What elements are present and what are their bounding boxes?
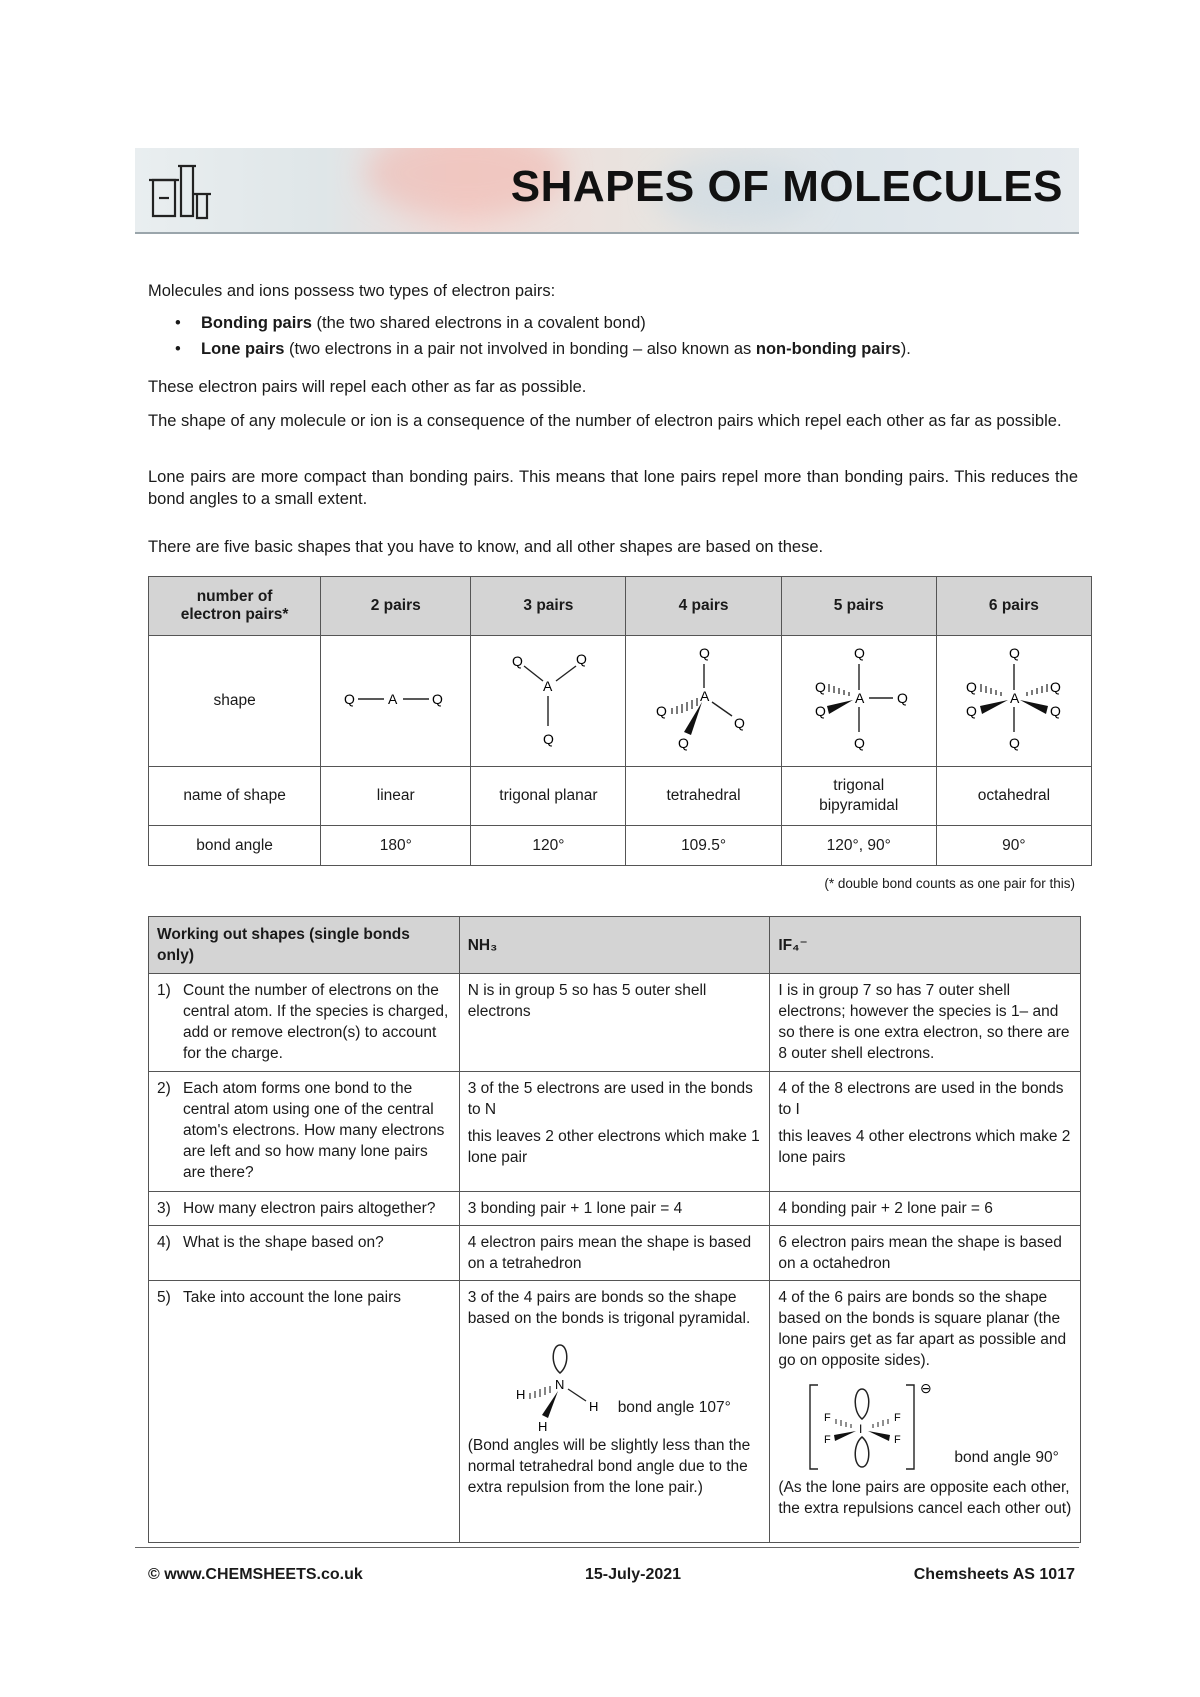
basic-shapes-table bbox=[148, 576, 1092, 866]
tetrahedral-diagram bbox=[626, 636, 781, 767]
step-text: How many electron pairs altogether? bbox=[183, 1200, 436, 1217]
if4-step-5b: (As the lone pairs are opposite each other, the extra repulsions cancel each other out) bbox=[778, 1479, 1072, 1517]
header-2-pairs: 2 pairs bbox=[321, 577, 471, 636]
shape-name-octahedral: octahedral bbox=[936, 767, 1091, 826]
page-title: SHAPES OF MOLECULES bbox=[510, 162, 1063, 211]
charge-symbol: ⊖ bbox=[920, 1380, 933, 1396]
table-row bbox=[149, 974, 1081, 1072]
ligand-label: Q bbox=[1008, 735, 1020, 751]
ligand-label: Q bbox=[965, 679, 977, 695]
list-item: • Lone pairs (two electrons in a pair not involved in bonding – also known as non-bonding pairs). bbox=[175, 336, 911, 362]
lone-pair-lobe bbox=[553, 1345, 567, 1373]
atom-label: H bbox=[537, 1419, 548, 1434]
ligand-label: Q bbox=[733, 715, 745, 731]
trigonal-planar-diagram bbox=[471, 636, 626, 767]
nh3-step-5a: 3 of the 4 pairs are bonds so the shape based on the bonds is trigonal pyramidal. bbox=[467, 1289, 751, 1327]
step-text: Take into account the lone pairs bbox=[183, 1289, 401, 1306]
step-text: What is the shape based on? bbox=[183, 1234, 384, 1251]
header-nh3: NH₃ bbox=[459, 917, 770, 974]
lone-pair-lobe-bottom bbox=[856, 1437, 870, 1467]
header-5-pairs: 5 pairs bbox=[781, 577, 936, 636]
paragraph-repel: These electron pairs will repel each other as far as possible. bbox=[148, 378, 587, 396]
linear-diagram bbox=[321, 636, 471, 767]
ligand-label: Q bbox=[1049, 679, 1061, 695]
header-electron-pairs: number of electron pairs* bbox=[149, 577, 321, 636]
ligand-label: Q bbox=[1049, 703, 1061, 719]
step-text: Each atom forms one bond to the central atom using one of the central atom's electrons. How many electrons are left and so how many lone pairs are there? bbox=[183, 1080, 445, 1181]
header-if4: IF₄⁻ bbox=[770, 917, 1081, 974]
nh3-step-4: 4 electron pairs mean the shape is based on a tetrahedron bbox=[459, 1226, 770, 1281]
atom-label: F bbox=[824, 1434, 832, 1446]
shape-name-tetrahedral: tetrahedral bbox=[626, 767, 781, 826]
step-text: Count the number of electrons on the central atom. If the species is charged, add or remove electron(s) to account for the charge. bbox=[183, 982, 449, 1062]
atom-label: F bbox=[894, 1412, 902, 1424]
ligand-label: Q bbox=[965, 703, 977, 719]
row-label-name: name of shape bbox=[149, 767, 321, 826]
row-label-bond-angle: bond angle bbox=[149, 826, 321, 866]
table-row bbox=[149, 1281, 1081, 1543]
title-banner bbox=[135, 148, 1079, 234]
atom-label: H bbox=[588, 1399, 599, 1414]
nh3-step-5b: (Bond angles will be slightly less than the normal tetrahedral bond angle due to the extra repulsion from the lone pair.) bbox=[467, 1437, 751, 1496]
ligand-label: Q bbox=[896, 690, 908, 706]
bond-angle-octahedral: 90° bbox=[936, 826, 1091, 866]
table-row bbox=[149, 1072, 1081, 1192]
table-row bbox=[149, 1226, 1081, 1281]
nh3-step-1: N is in group 5 so has 5 outer shell electrons bbox=[459, 974, 770, 1072]
if4-bond-angle: bond angle 90° bbox=[954, 1449, 1059, 1466]
intro-lead: Molecules and ions possess two types of electron pairs: bbox=[148, 282, 556, 300]
ligand-label: Q bbox=[677, 735, 689, 751]
ligand-label: Q bbox=[431, 690, 443, 707]
footer-code: Chemsheets AS 1017 bbox=[913, 1566, 1075, 1583]
step-number: 1) bbox=[157, 982, 171, 999]
central-atom-label: A bbox=[387, 690, 398, 707]
paragraph-lone-pairs: Lone pairs are more compact than bonding pairs. This means that lone pairs repel more than bonding pairs. This reduces the bond angles to a small extent. bbox=[148, 468, 1078, 508]
table-row bbox=[149, 1192, 1081, 1226]
nh3-structure bbox=[468, 1335, 762, 1435]
nh3-bond-angle: bond angle 107° bbox=[617, 1399, 731, 1416]
bond-angle-linear: 180° bbox=[321, 826, 471, 866]
shape-name-trigonal-planar: trigonal planar bbox=[471, 767, 626, 826]
atom-label: H bbox=[515, 1387, 526, 1402]
step-number: 5) bbox=[157, 1289, 171, 1306]
nh3-step-2a: 3 of the 5 electrons are used in the bonds to N bbox=[467, 1080, 753, 1118]
row-label-shape: shape bbox=[149, 636, 321, 767]
ligand-label: Q bbox=[543, 731, 555, 747]
step-number: 3) bbox=[157, 1200, 171, 1217]
footer-date: 15-July-2021 bbox=[585, 1566, 682, 1583]
if4-step-4: 6 electron pairs mean the shape is based on a octahedron bbox=[770, 1226, 1081, 1281]
step-number: 2) bbox=[157, 1080, 171, 1097]
ligand-label: Q bbox=[655, 703, 667, 719]
central-atom-label: A bbox=[1009, 690, 1020, 706]
ligand-label: Q bbox=[853, 645, 865, 661]
if4-structure bbox=[778, 1377, 1072, 1477]
header-3-pairs: 3 pairs bbox=[471, 577, 626, 636]
bond-angle-tetrahedral: 109.5° bbox=[626, 826, 781, 866]
ligand-label: Q bbox=[814, 703, 826, 719]
central-atom-label: A bbox=[699, 688, 709, 704]
electron-pair-types-list bbox=[175, 310, 911, 362]
if4-step-2b: this leaves 4 other electrons which make 2 lone pairs bbox=[778, 1128, 1071, 1166]
atom-label: F bbox=[894, 1434, 902, 1446]
header-4-pairs: 4 pairs bbox=[626, 577, 781, 636]
shape-name-linear: linear bbox=[321, 767, 471, 826]
atom-label: N bbox=[554, 1377, 565, 1392]
ligand-label: Q bbox=[343, 690, 355, 707]
ligand-label: Q bbox=[853, 735, 865, 751]
glassware-logo-icon bbox=[145, 158, 215, 222]
footer-website: © www.CHEMSHEETS.co.uk bbox=[148, 1566, 363, 1583]
header-6-pairs: 6 pairs bbox=[936, 577, 1091, 636]
ligand-label: Q bbox=[1008, 645, 1020, 661]
nh3-step-2b: this leaves 2 other electrons which make 1 lone pair bbox=[467, 1128, 760, 1166]
ligand-label: Q bbox=[512, 653, 524, 669]
footer-divider bbox=[135, 1547, 1079, 1548]
if4-step-5a: 4 of the 6 pairs are bonds so the shape based on the bonds is square planar (the lone pairs get as far apart as possible and go on opposite sides). bbox=[778, 1289, 1067, 1369]
bond-angle-trigonal-bipyramidal: 120°, 90° bbox=[781, 826, 936, 866]
list-item: • Bonding pairs (the two shared electrons in a covalent bond) bbox=[175, 310, 911, 336]
double-bond-note: (* double bond counts as one pair for this) bbox=[824, 876, 1075, 891]
nh3-step-3: 3 bonding pair + 1 lone pair = 4 bbox=[459, 1192, 770, 1226]
working-out-shapes-table bbox=[148, 916, 1081, 1543]
central-atom-label: A bbox=[543, 678, 553, 694]
paragraph-shape: The shape of any molecule or ion is a consequence of the number of electron pairs which repel each other as far as possible. bbox=[148, 412, 1062, 430]
paragraph-five-shapes: There are five basic shapes that you have to know, and all other shapes are based on these. bbox=[148, 538, 824, 556]
central-atom-label: A bbox=[854, 690, 865, 706]
if4-step-3: 4 bonding pair + 2 lone pair = 6 bbox=[770, 1192, 1081, 1226]
step-number: 4) bbox=[157, 1234, 171, 1251]
trigonal-bipyramidal-diagram bbox=[781, 636, 936, 767]
ligand-label: Q bbox=[698, 645, 710, 661]
lone-pair-lobe-top bbox=[856, 1389, 870, 1419]
if4-step-2a: 4 of the 8 electrons are used in the bonds to I bbox=[778, 1080, 1064, 1118]
header-working-out: Working out shapes (single bonds only) bbox=[149, 917, 460, 974]
if4-step-1: I is in group 7 so has 7 outer shell electrons; however the species is 1– and so there is one extra electron, so there are 8 outer shell electrons. bbox=[770, 974, 1081, 1072]
atom-label: F bbox=[824, 1412, 832, 1424]
shape-name-trigonal-bipyramidal: trigonal bipyramidal bbox=[781, 767, 936, 826]
ligand-label: Q bbox=[814, 679, 826, 695]
bond-angle-trigonal-planar: 120° bbox=[471, 826, 626, 866]
ligand-label: Q bbox=[576, 651, 588, 667]
atom-label: I bbox=[859, 1422, 863, 1436]
octahedral-diagram bbox=[936, 636, 1091, 767]
